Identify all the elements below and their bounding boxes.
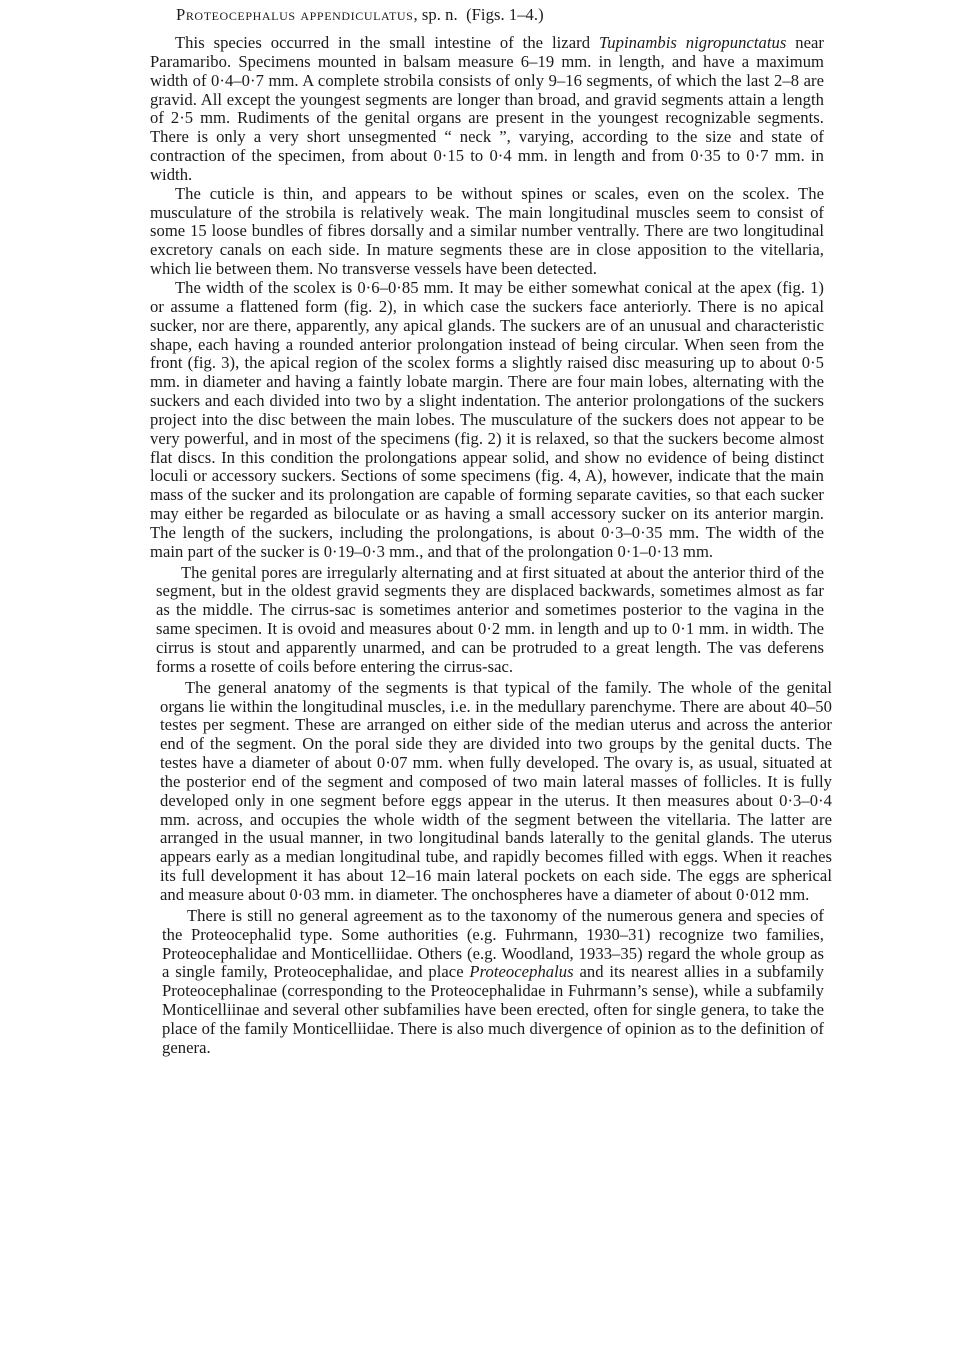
paragraph-taxonomy: [162, 907, 824, 1058]
paragraph-scolex: The width of the scolex is 0·6–0·85 mm. It may be either somewhat conical at the apex (fig. 1) or assume a flattened form (fig. 2), in which case the suckers face anteriorly. There is no apical sucker, nor are there, apparently, any apical glands. The suckers are of an unusual and characteristic shape, each having a rounded anterior prolongation instead of being circular. When seen from the front (fig. 3), the apical region of the scolex forms a slightly raised disc measuring up to about 0·5 mm. in diameter and having a faintly lobate margin. There are four main lobes, alternating with the suckers and each divided into two by a slight indentation. The anterior prolongations of the suckers project into the disc between the main lobes. The musculature of the suckers does not appear to be very powerful, and in most of the specimens (fig. 2) it is relaxed, so that the suckers become almost flat discs. In this condition the prolongations appear solid, and show no evidence of being distinct loculi or accessory suckers. Sections of some specimens (fig. 4, A), however, indicate that the main mass of the sucker and its prolongation are capable of forming separate cavities, so that each sucker may either be regarded as biloculate or as having a small accessory sucker on its anterior margin. The length of the suckers, including the prolongations, is about 0·3–0·35 mm. The width of the main part of the sucker is 0·19–0·3 mm., and that of the prolongation 0·1–0·13 mm.: [150, 277, 824, 561]
text-run: near Paramaribo. Specimens mounted in balsam measure 6–19 mm. in length, and have a maximum width of 0·4–0·7 mm. A complete strobila consists of only 9–16 segments, of which the last 2–8 are gravid. All except the youngest segments are longer than broad, and gravid segments attain a length of 2·5 mm. Rudiments of the genital organs are present in the youngest recognizable segments. There is only a very short unsegmented “ neck ”, varying, according to the size and state of contraction of the specimen, from about 0·15 to 0·4 mm. in length and from 0·35 to 0·7 mm. in width.: [150, 33, 824, 184]
figure-reference: (Figs. 1–4.): [466, 5, 544, 24]
host-species-name: Tupinambis nigropunctatus: [598, 33, 787, 52]
paragraph-general-description: [150, 34, 824, 185]
paragraph-cuticle-musculature: The cuticle is thin, and appears to be without spines or scales, even on the scolex. The musculature of the strobila is relatively weak. The main longitudinal muscles seem to consist of some 15 loose bundles of fibres dorsally and a similar number ventrally. There are two longitudinal excretory canals on each side. In mature segments these are in close apposition to the vitellaria, which lie between them. No transverse vessels have been detected.: [150, 183, 824, 279]
paragraph-segment-anatomy: The general anatomy of the segments is that typical of the family. The whole of the genital organs lie within the longitudinal muscles, i.e. in the medullary parenchyme. There are about 40–50 testes per segment. These are arranged on either side of the median uterus and across the anterior end of the segment. On the poral side they are divided into two groups by the genital ducts. The testes have a diameter of about 0·07 mm. when fully developed. The ovary is, as usual, situated at the posterior end of the segment and composed of two main lateral masses of follicles. It is fully developed only in one segment before eggs appear in the uterus. It then measures about 0·3–0·4 mm. across, and occupies the whole width of the segment between the vitellaria. The latter are arranged in the usual manner, in two longitudinal bands laterally to the genital glands. The uterus appears early as a median longitudinal tube, and rapidly becomes filled with eggs. When it reaches its full development it has about 12–16 main lateral pockets on each side. The eggs are spherical and measure about 0·03 mm. in diameter. The onchospheres have a diameter of about 0·012 mm.: [160, 677, 832, 904]
text-run: This species occurred in the small intestine of the lizard: [175, 33, 599, 52]
genus-name: Proteocephalus: [469, 962, 574, 982]
document-page: [150, 4, 832, 1058]
text-run: and its nearest allies in a subfamily Proteocephalinae (corresponding to the Proteocephalidae in Fuhrmann’s sense), while a subfamily Monticelliinae and several other subfamilies have been erected, often for single genera, to take the place of the family Monticelliidae. There is also much divergence of opinion as to the definition of genera.: [162, 962, 824, 1057]
species-suffix: , sp. n.: [413, 5, 458, 24]
paragraph-genital-pores: The genital pores are irregularly alternating and at first situated at about the anterior third of the segment, but in the oldest gravid segments they are displaced backwards, sometimes almost as far as the middle. The cirrus-sac is sometimes anterior and sometimes posterior to the vagina in the same specimen. It is ovoid and measures about 0·2 mm. in length and up to 0·1 mm. in width. The cirrus is stout and apparently unarmed, and can be protruded to a great length. The vas deferens forms a rosette of coils before entering the cirrus-sac.: [156, 562, 824, 676]
species-heading: [176, 4, 824, 26]
species-name: Proteocephalus appendiculatus: [176, 5, 414, 24]
text-run: There is still no general agreement as to the taxonomy of the numerous genera and species of the Proteocephalid type. Some authorities (e.g. Fuhrmann, 1930–31) recognize two families, Proteocephalidae and Monticelliidae. Others (e.g. Woodland, 1933–35) regard the whole group as a single family, Proteocephalidae, and place: [162, 905, 824, 982]
